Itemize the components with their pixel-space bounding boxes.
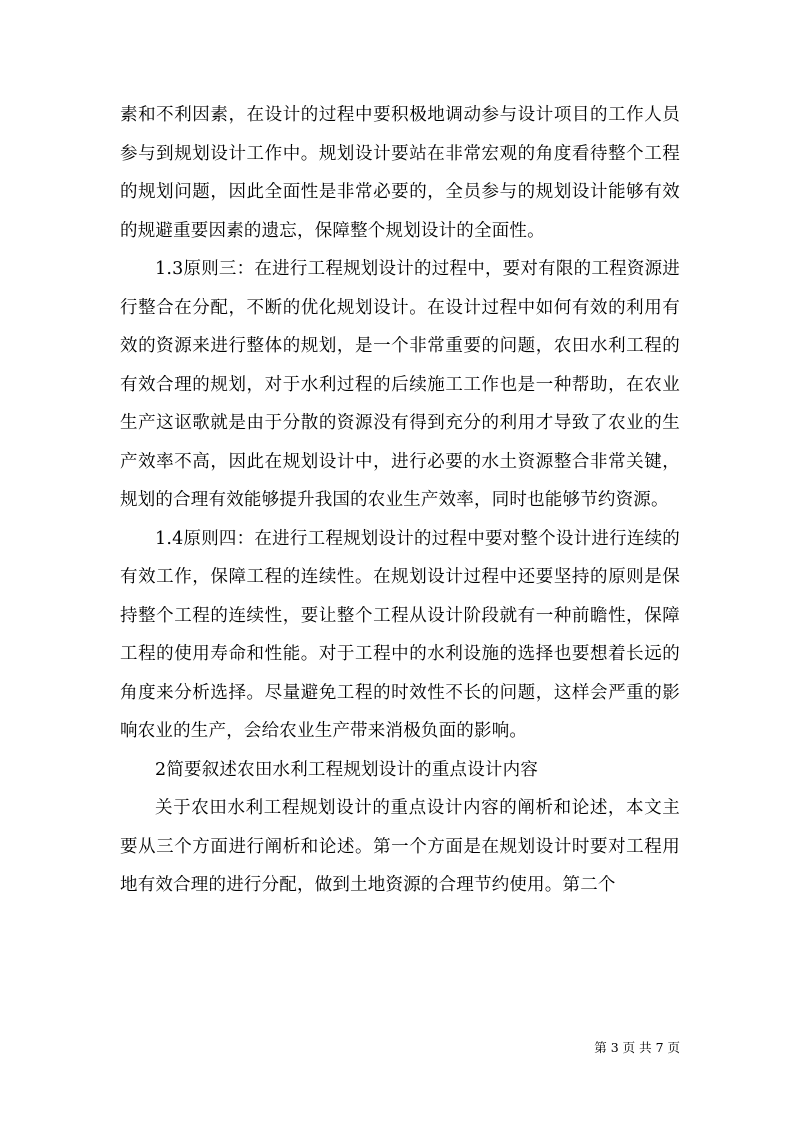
paragraph-section-2-intro: 关于农田水利工程规划设计的重点设计内容的阐析和论述，本文主要从三个方面进行阐析和论述。第一个方面是在规划设计时要对工程用地有效合理的进行分配，做到土地资源的合理节约使用。第二个: [120, 798, 680, 895]
page-number-footer: 第 3 页 共 7 页: [594, 1040, 680, 1055]
paragraph-continuation: 素和不利因素，在设计的过程中要积极地调动参与设计项目的工作人员参与到规划设计工作中。规划设计要站在非常宏观的角度看待整个工程的规划问题，因此全面性是非常必要的，全员参与的规划设计能够有效的规避重要因素的遗忘，保障整个规划设计的全面性。: [120, 105, 680, 241]
section-heading: 2简要叙述农田水利工程规划设计的重点设计内容: [155, 759, 539, 780]
body-text: [120, 96, 680, 905]
paragraph-principle-4: 1.4原则四：在进行工程规划设计的过程中要对整个设计进行连续的有效工作，保障工程的连续性。在规划设计过程中还要坚持的原则是保持整个工程的连续性，要让整个工程从设计阶段就有一种前瞻性，保障工程的使用寿命和性能。对于工程中的水利设施的选择也要想着长远的角度来分析选择。尽量避免工程的时效性不长的问题，这样会严重的影响农业的生产，会给农业生产带来消极负面的影响。: [120, 528, 680, 741]
paragraph-principle-3: 1.3原则三：在进行工程规划设计的过程中，要对有限的工程资源进行整合在分配，不断的优化规划设计。在设计过程中如何有效的利用有效的资源来进行整体的规划，是一个非常重要的问题，农田水利工程的有效合理的规划，对于水利过程的后续施工工作也是一种帮助，在农业生产这讴歌就是由于分散的资源没有得到充分的利用才导致了农业的生产效率不高，因此在规划设计中，进行必要的水土资源整合非常关键，规划的合理有效能够提升我国的农业生产效率，同时也能够节约资源。: [120, 259, 680, 510]
